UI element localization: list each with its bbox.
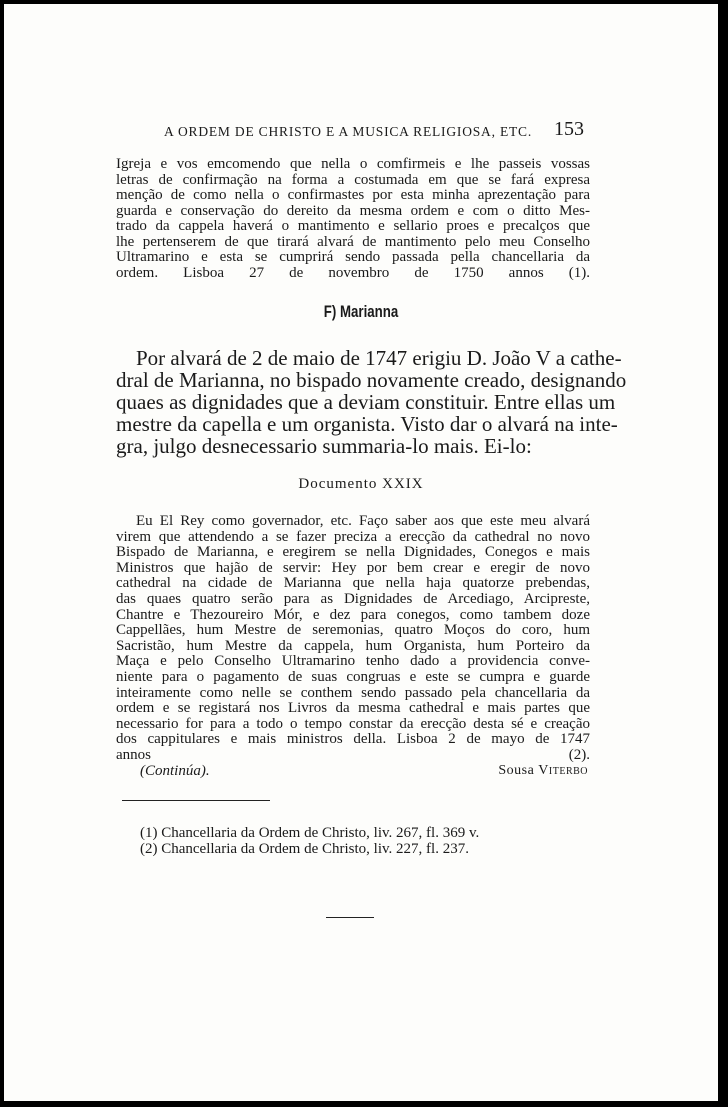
intro-line: lhe pertenserem de que tirará alvará de mantimento pelo meu Conselho <box>116 233 590 250</box>
intro-line: letras de confirmação na forma a costumada em que se fará expresa <box>116 171 590 188</box>
running-title: A ORDEM DE CHRISTO E A MUSICA RELIGIOSA, ETC. <box>164 124 533 139</box>
document-line: cathedral na cidade de Marianna que nella haja quatorze prebendas, <box>116 575 590 592</box>
signature-last-name: Viterbo <box>538 763 588 778</box>
document-heading: Documento XXIX <box>298 476 424 492</box>
document-line: dos cappitulares e mais ministros della. Lisboa 2 de mayo de 1747 <box>116 731 590 748</box>
intro-line: trado da cappela haverá o mantimento e sellario proes e precalços que <box>116 218 590 234</box>
footnote: (2) Chancellaria da Ordem de Christo, liv. 227, fl. 237. <box>140 841 469 857</box>
page-header <box>164 118 584 148</box>
footnotes <box>140 825 590 857</box>
document-line: Cappellães, hum Mestre de seremonias, quatro Moços do coro, hum <box>116 622 590 639</box>
document-line: Chantre e Thezoureiro Mór, e dez para conegos, como tambem doze <box>116 606 590 623</box>
intro-line: ordem. Lisboa 27 de novembro de 1750 annos (1). <box>116 264 590 281</box>
document-paragraph <box>116 514 590 764</box>
body-line: mestre da capella e um organista. Visto dar o alvará na inte- <box>116 412 618 436</box>
intro-line: menção de como nella o confirmastes por esta minha aprezentação para <box>116 187 590 203</box>
intro-line: Ultramarino e esta se cumprirá sendo passada pella chancellaria da <box>116 249 590 265</box>
continuation-label: (Continúa). <box>140 763 210 779</box>
book-page <box>4 4 718 1101</box>
body-line: dral de Marianna, no bispado novamente creado, designando <box>116 368 627 392</box>
intro-line: guarda e conservação do dereito da mesma ordem e com o ditto Mes- <box>116 202 590 219</box>
intro-line: Igreja e vos emcomendo que nella o comfirmeis e lhe passeis vossas <box>116 156 590 172</box>
document-line: annos (2). <box>116 746 590 763</box>
document-line: virem que attendendo a se fazer preciza a erecção da cathedral no novo <box>116 528 590 545</box>
document-line: niente para o pagamento de suas congruas e este se cumpra e guarde <box>116 668 590 685</box>
signature-first-name: Sousa <box>498 763 535 778</box>
document-line: necessario for para a todo o tempo constar da erecção desta sé e creação <box>116 715 590 732</box>
body-line: Por alvará de 2 de maio de 1747 erigiu D. João V a cathe- <box>136 346 622 370</box>
footnote: (1) Chancellaria da Ordem de Christo, liv. 267, fl. 369 v. <box>140 825 480 841</box>
document-line: inteiramente como nelle se conthem sendo passado pela chancellaria da <box>116 684 590 701</box>
document-line: Bispado de Marianna, e eregirem se nella Dignidades, Conegos e mais <box>116 544 590 561</box>
document-line: Maça e pelo Conselho Ultramarino tenho dado a providencia conve- <box>116 653 590 670</box>
intro-paragraph <box>116 157 590 281</box>
document-line: Sacristão, hum Mestre da cappela, hum Organista, hum Porteiro da <box>116 637 590 654</box>
footnote-divider <box>122 800 270 801</box>
body-paragraph <box>116 346 627 458</box>
page-number: 153 <box>554 118 584 140</box>
document-line: das quaes quatro serão para as Dignidades de Arcediago, Arcipreste, <box>116 590 590 607</box>
document-line: Eu El Rey como governador, etc. Faço saber aos que este meu alvará <box>136 513 590 529</box>
author-signature <box>498 763 588 779</box>
body-line: quaes as dignidades que a deviam constituir. Entre ellas um <box>116 390 616 414</box>
body-line: gra, julgo desnecessario summaria-lo mais. Ei-lo: <box>116 434 532 458</box>
section-heading: F) Marianna <box>323 302 399 321</box>
document-line: Ministros que hajão de servir: Hey por bem crear e eregir de novo <box>116 559 590 576</box>
end-rule <box>326 917 374 918</box>
document-line: ordem e se registará nos Livros da mesma cathedral e mais partes que <box>116 700 590 717</box>
